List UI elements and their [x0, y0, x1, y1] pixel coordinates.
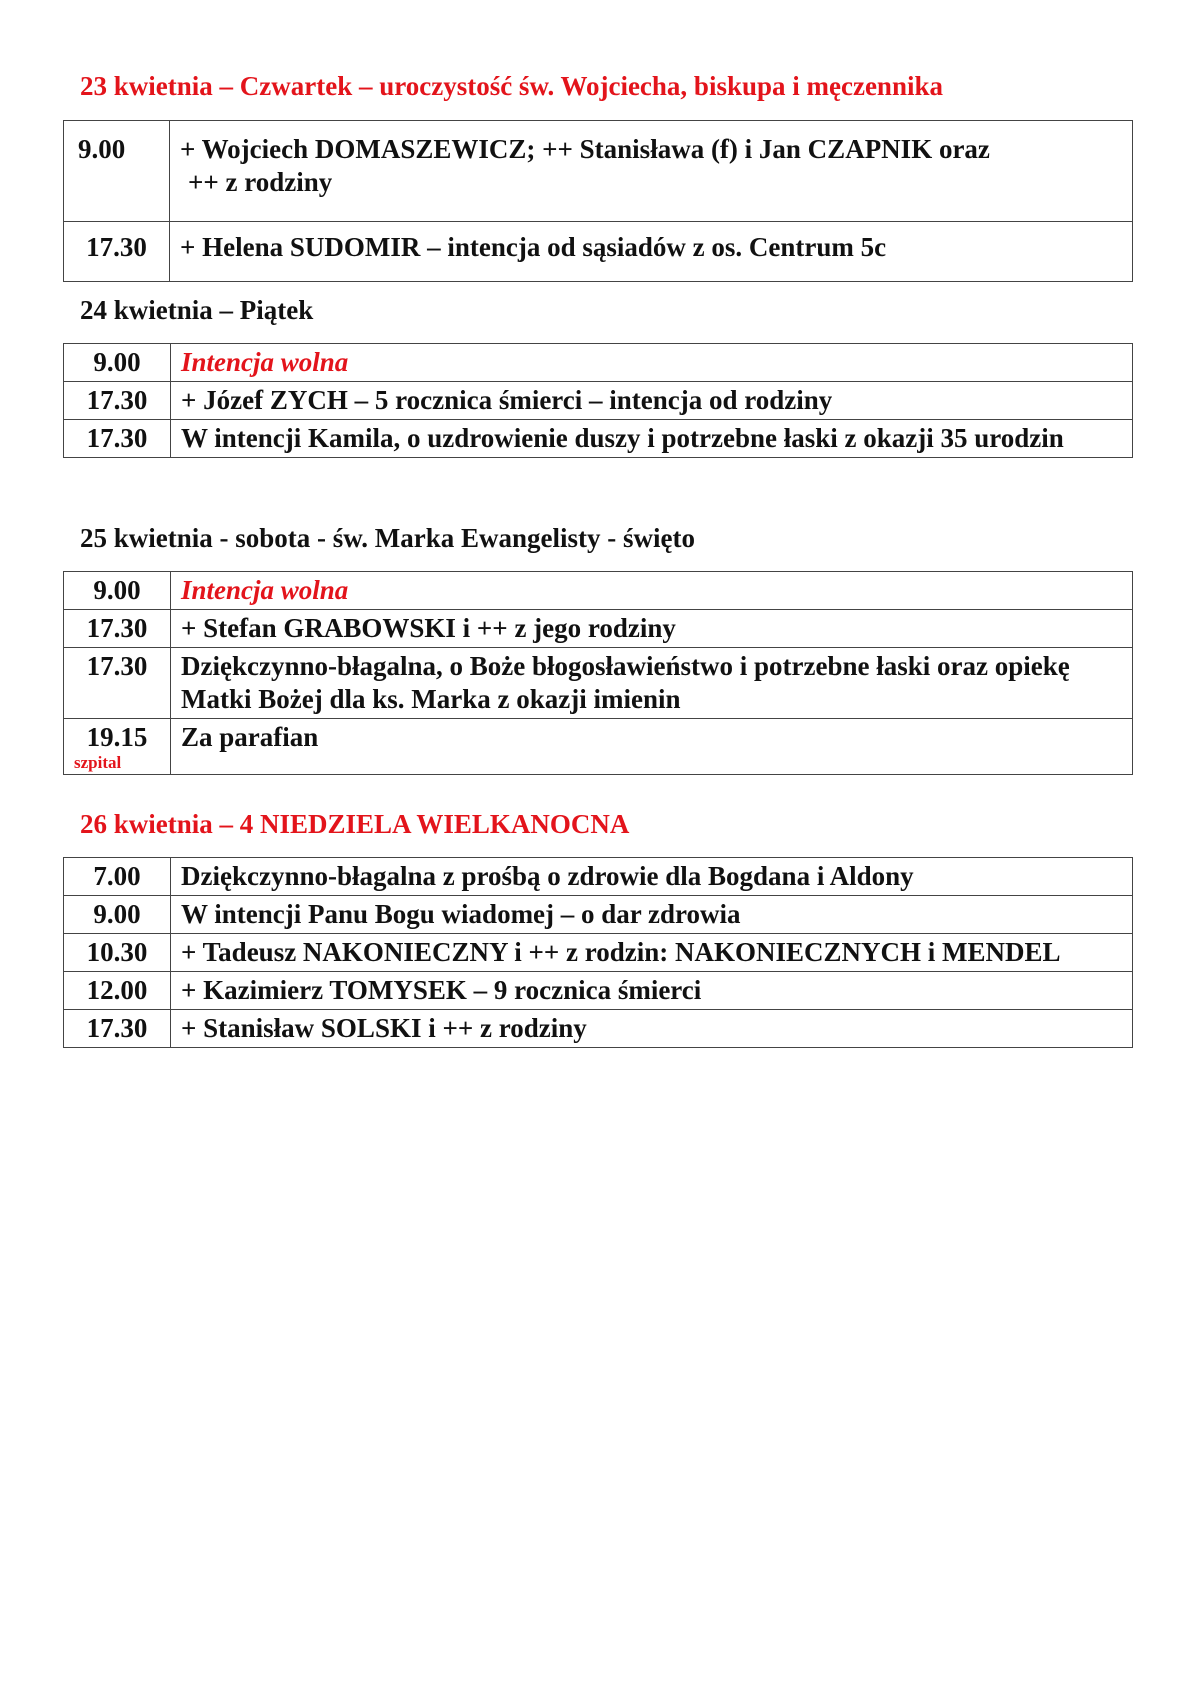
table-row: [64, 1010, 1133, 1048]
table-row: [64, 858, 1133, 896]
mass-intention: [171, 896, 1133, 934]
intention-text: + Kazimierz TOMYSEK – 9 rocznica śmierci: [181, 975, 702, 1005]
mass-intention: [171, 382, 1133, 420]
mass-intention: [171, 972, 1133, 1010]
mass-intention: [170, 222, 1133, 282]
mass-time: [64, 1010, 171, 1048]
mass-intention: [171, 572, 1133, 610]
mass-table-25: [63, 571, 1133, 775]
mass-time: [64, 344, 171, 382]
table-row: [64, 896, 1133, 934]
day-heading-23: 23 kwietnia – Czwartek – uroczystość św. Wojciecha, biskupa i męczennika: [80, 71, 943, 101]
intention-text: + Helena SUDOMIR – intencja od sąsiadów z os. Centrum 5c: [180, 232, 887, 262]
time-text: 17.30: [86, 232, 147, 262]
mass-table-24: [63, 343, 1133, 458]
time-text: 10.30: [86, 937, 148, 967]
time-text: 9.00: [93, 347, 141, 377]
intention-text-cont: ++ z rodziny: [188, 167, 333, 197]
table-row: [64, 572, 1133, 610]
table-row: [64, 121, 1133, 222]
mass-time: [64, 572, 171, 610]
day-heading-24: 24 kwietnia – Piątek: [80, 295, 314, 325]
mass-time: [64, 222, 170, 282]
intention-text: + Tadeusz NAKONIECZNY i ++ z rodzin: NAKONIECZNYCH i MENDEL: [181, 937, 1061, 967]
mass-table-23: [63, 120, 1133, 282]
mass-time: [64, 858, 171, 896]
mass-time: [64, 934, 171, 972]
mass-intention: [171, 344, 1133, 382]
mass-intention: [171, 719, 1133, 775]
day-heading-26: 26 kwietnia – 4 NIEDZIELA WIELKANOCNA: [80, 809, 630, 839]
intention-text: W intencji Kamila, o uzdrowienie duszy i potrzebne łaski z okazji 35 urodzin: [181, 423, 1064, 453]
mass-intention: [171, 934, 1133, 972]
time-text: 9.00: [93, 899, 141, 929]
time-text: 9.00: [78, 134, 126, 164]
intention-text: Intencja wolna: [181, 347, 349, 377]
table-row: [64, 934, 1133, 972]
mass-time: [64, 719, 171, 775]
intention-text: Dziękczynno-błagalna z prośbą o zdrowie dla Bogdana i Aldony: [181, 861, 914, 891]
table-row: [64, 420, 1133, 458]
mass-intention: [171, 858, 1133, 896]
intention-text: + Stefan GRABOWSKI i ++ z jego rodziny: [181, 613, 676, 643]
intention-text: + Stanisław SOLSKI i ++ z rodziny: [181, 1013, 587, 1043]
mass-time: [64, 382, 171, 420]
intention-text: Dziękczynno-błagalna, o Boże błogosławieństwo i potrzebne łaski oraz opiekę Matki Bożej dla ks. Marka z okazji imienin: [181, 651, 1070, 714]
time-text: 12.00: [86, 975, 148, 1005]
mass-time: [64, 610, 171, 648]
time-note-szpital: szpital: [74, 753, 122, 772]
table-row: [64, 648, 1133, 719]
day-heading-25: 25 kwietnia - sobota - św. Marka Ewangelisty - święto: [80, 523, 695, 553]
mass-time: [64, 420, 171, 458]
mass-time: [64, 896, 171, 934]
table-row: [64, 972, 1133, 1010]
intention-text: Intencja wolna: [181, 575, 349, 605]
mass-intention: [171, 420, 1133, 458]
time-text: 19.15: [86, 722, 148, 752]
intention-text: W intencji Panu Bogu wiadomej – o dar zdrowia: [181, 899, 741, 929]
table-row: [64, 222, 1133, 282]
time-text: 17.30: [86, 385, 148, 415]
time-text: 17.30: [86, 1013, 148, 1043]
time-text: 17.30: [86, 423, 148, 453]
table-row: [64, 610, 1133, 648]
table-row: [64, 382, 1133, 420]
table-row: [64, 719, 1133, 775]
time-text: 9.00: [93, 575, 141, 605]
time-text: 7.00: [93, 861, 141, 891]
intention-text: + Józef ZYCH – 5 rocznica śmierci – intencja od rodziny: [181, 385, 833, 415]
intention-text: + Wojciech DOMASZEWICZ; ++ Stanisława (f) i Jan CZAPNIK oraz: [180, 134, 990, 164]
intention-text: Za parafian: [181, 722, 319, 752]
time-text: 17.30: [86, 613, 148, 643]
mass-intention: [171, 1010, 1133, 1048]
mass-time: [64, 121, 170, 222]
time-text: 17.30: [86, 651, 148, 681]
mass-intention: [171, 610, 1133, 648]
mass-intention: [170, 121, 1133, 222]
mass-time: [64, 648, 171, 719]
mass-time: [64, 972, 171, 1010]
mass-intention: [171, 648, 1133, 719]
mass-table-26: [63, 857, 1133, 1048]
table-row: [64, 344, 1133, 382]
